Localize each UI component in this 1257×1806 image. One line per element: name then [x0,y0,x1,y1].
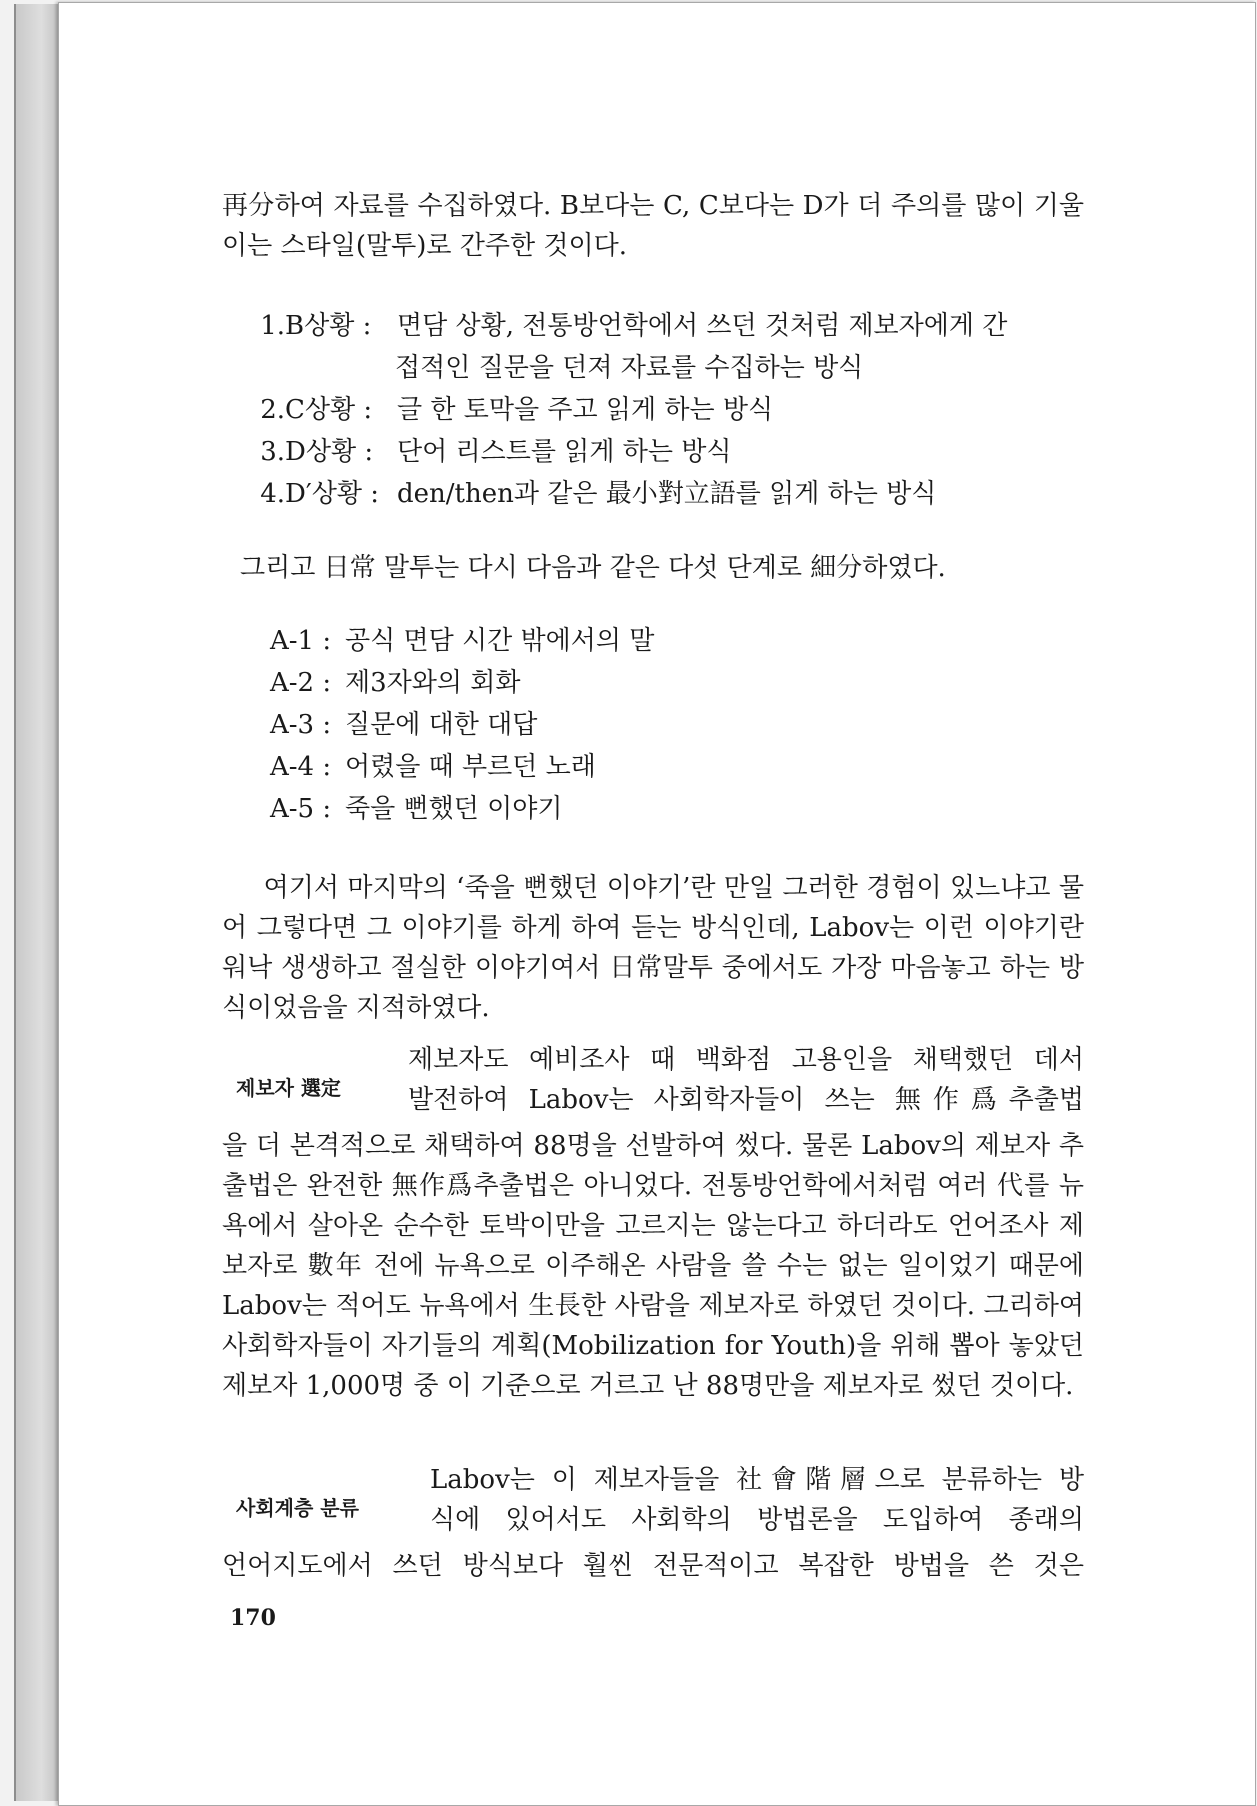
item-text: den/then과 같은 最小對立語를 읽게 하는 방식 [397,479,937,509]
situation-list [245,305,1090,515]
item-number: 2. [260,395,285,425]
item-label: B상황 : [285,311,372,341]
intro-paragraph: 再分하여 자료를 수집하였다. B보다는 C, C보다는 D가 더 주의를 많이 기울이는 스타일(말투)로 간주한 것이다. [222,191,1084,261]
daily-style-list [270,620,1070,830]
section-heading-social-class: 사회계층 분류 [236,1496,359,1520]
item-number: 3. [260,437,285,467]
list-item [270,746,1070,788]
item-text: 면담 상황, 전통방언학에서 쓰던 것처럼 제보자에게 간 [397,311,1008,341]
list-item [270,704,1070,746]
list-item [245,305,1090,347]
item-text: 제3자와의 회화 [345,668,521,698]
story-paragraph: 여기서 마지막의 ‘죽을 뻔했던 이야기’란 만일 그러한 경험이 있느냐고 물어 그렇다면 그 이야기를 하게 하여 듣는 방식인데, Labov는 이런 이야기란 워낙 생생하고 절실한 이야기여서 日常말투 중에서도 가장 마음놓고 하는 방식이었음을 지적하였다. [222,873,1084,1023]
social-class-wrap-text [430,1460,1084,1540]
item-text: 질문에 대한 대답 [345,710,538,740]
item-label: A-3 : [270,710,332,740]
section-heading-informant: 제보자 選定 [236,1076,341,1100]
list-item [245,431,1090,473]
book-spine [14,4,62,1801]
item-text: 어렸을 때 부르던 노래 [345,752,596,782]
item-label: A-1 : [270,626,332,656]
list-item [245,389,1090,431]
item-text: 글 한 토막을 주고 읽게 하는 방식 [397,395,774,425]
item-label: A-5 : [270,794,332,824]
item-label: A-4 : [270,752,332,782]
informant-paragraph: 을 더 본격적으로 채택하여 88명을 선발하여 썼다. 물론 Labov의 제보자 추출법은 완전한 無作爲추출법은 아니었다. 전통방언학에서처럼 여러 代를 뉴욕에서 살아온 순수한 토박이만을 고르지는 않는다고 하더라도 언어조사 제보자로 數年 전에 뉴욕으로 이주해온 사람을 쓸 수는 없는 일이었기 때문에 Labov는 적어도 뉴욕에서 生長한 사람을 제보자로 하였던 것이다. 그리하여 사회학자들이 자기들의 계획(Mobilization for Youth)을 위해 뽑아 놓았던 제보자 1,000명 중 이 기준으로 거르고 난 88명만을 제보자로 썼던 것이다. [222,1131,1084,1401]
page-number: 170 [230,1605,276,1631]
list-item [245,473,1090,515]
item-label: C상황 : [285,395,373,425]
item-text: 단어 리스트를 읽게 하는 방식 [397,437,732,467]
list-item-continuation [245,347,1090,389]
wrap-line: 발전하여 Labov는 사회학자들이 쓰는 無作爲추출법 [408,1085,1084,1115]
wrap-line: Labov는 이 제보자들을 社會階層으로 분류하는 방 [430,1465,1084,1495]
item-label: D′상황 : [285,479,380,509]
item-number: 4. [260,479,285,509]
item-text: 죽을 뻔했던 이야기 [345,794,563,824]
informant-wrap-text [408,1040,1084,1120]
wrap-line: 제보자도 예비조사 때 백화점 고용인을 채택했던 데서 [408,1045,1084,1075]
list-item [270,662,1070,704]
social-class-paragraph: 언어지도에서 쓰던 방식보다 훨씬 전문적이고 복잡한 방법을 쓴 것은 [222,1551,1084,1581]
item-number: 1. [260,311,285,341]
list-item [270,788,1070,830]
daily-style-intro: 그리고 日常 말투는 다시 다음과 같은 다섯 단계로 細分하였다. [240,553,946,583]
item-label: A-2 : [270,668,332,698]
list-item [270,620,1070,662]
wrap-line: 식에 있어서도 사회학의 방법론을 도입하여 종래의 [430,1505,1084,1535]
item-label: D상황 : [285,437,374,467]
item-text-continued: 접적인 질문을 던져 자료를 수집하는 방식 [395,353,864,383]
item-text: 공식 면담 시간 밖에서의 말 [345,626,655,656]
